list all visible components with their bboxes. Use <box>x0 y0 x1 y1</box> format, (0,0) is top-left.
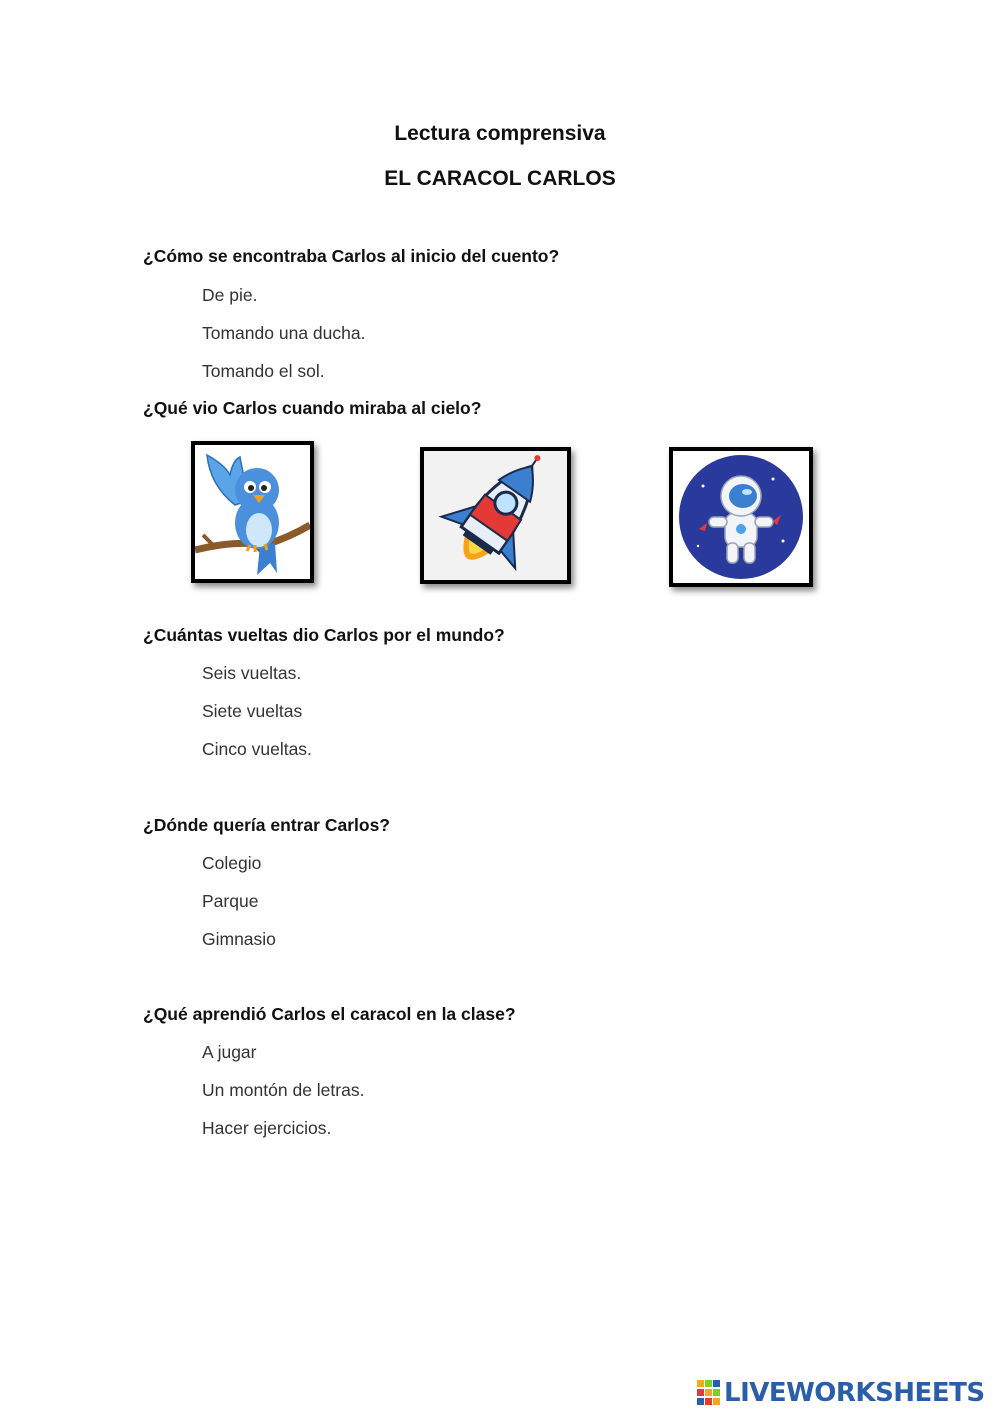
astronaut-image[interactable] <box>669 447 813 587</box>
q1-option-1[interactable]: De pie. <box>202 285 258 305</box>
question-2: ¿Qué vio Carlos cuando miraba al cielo? <box>143 398 482 418</box>
rocket-icon <box>424 451 567 580</box>
q3-option-3[interactable]: Cinco vueltas. <box>202 739 312 759</box>
q4-option-1[interactable]: Colegio <box>202 853 262 873</box>
q5-option-1[interactable]: A jugar <box>202 1042 257 1062</box>
rocket-image[interactable] <box>420 447 571 584</box>
q5-option-3[interactable]: Hacer ejercicios. <box>202 1118 332 1138</box>
q3-option-1[interactable]: Seis vueltas. <box>202 663 302 683</box>
q5-option-2[interactable]: Un montón de letras. <box>202 1080 365 1100</box>
liveworksheets-logo <box>697 1376 985 1410</box>
story-title: EL CARACOL CARLOS <box>384 167 616 190</box>
brand-name: LIVEWORKSHEETS <box>724 1378 985 1408</box>
question-3: ¿Cuántas vueltas dio Carlos por el mundo? <box>143 625 505 645</box>
q3-option-2[interactable]: Siete vueltas <box>202 701 303 721</box>
question-5: ¿Qué aprendió Carlos el caracol en la clase? <box>143 1004 516 1024</box>
q1-option-2[interactable]: Tomando una ducha. <box>202 323 366 343</box>
q4-option-3[interactable]: Gimnasio <box>202 929 276 949</box>
question-1: ¿Cómo se encontraba Carlos al inicio del cuento? <box>143 246 560 266</box>
page-title: Lectura comprensiva <box>394 122 606 145</box>
bird-icon <box>195 445 310 579</box>
question-4: ¿Dónde quería entrar Carlos? <box>143 815 390 835</box>
brand-blocks-icon <box>697 1380 721 1406</box>
q4-option-2[interactable]: Parque <box>202 891 259 911</box>
bird-image[interactable] <box>191 441 314 583</box>
q1-option-3[interactable]: Tomando el sol. <box>202 361 325 381</box>
astronaut-icon <box>673 451 809 583</box>
